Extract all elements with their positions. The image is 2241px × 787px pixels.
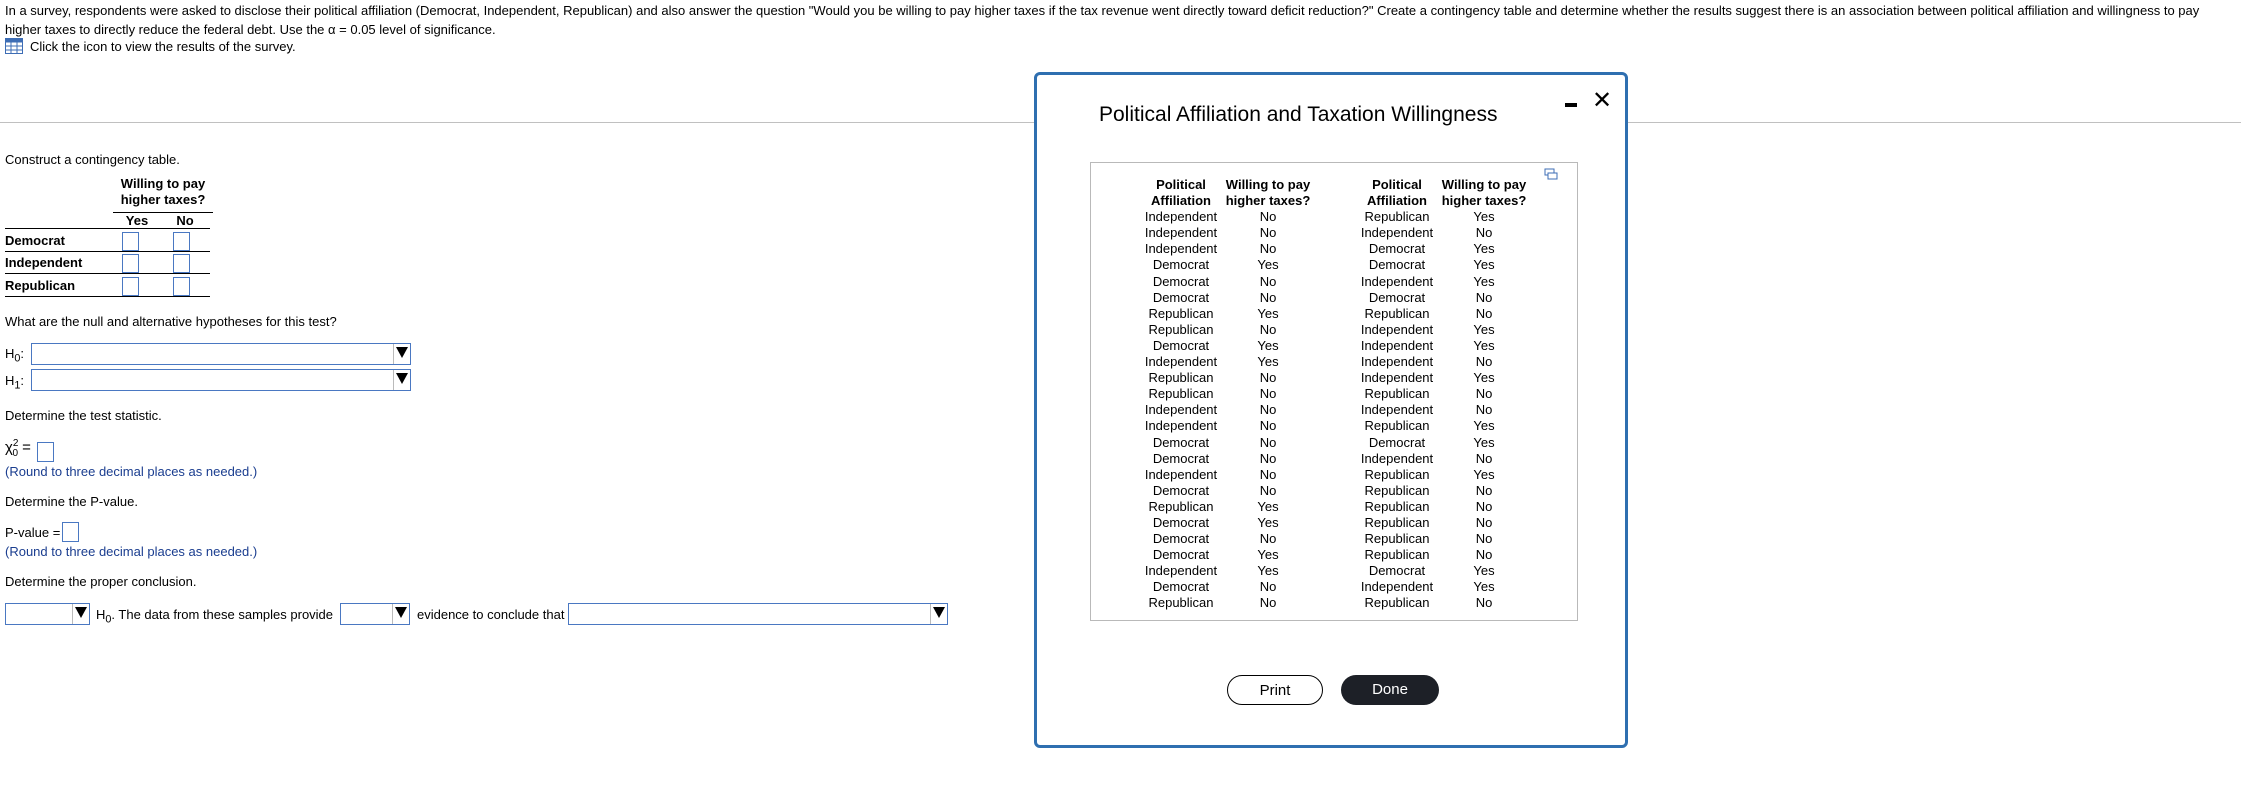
reject-dropdown[interactable] [5,603,90,625]
survey-cell-affiliation: Independent [1144,466,1218,482]
survey-cell-willing: Yes [1473,241,1495,257]
ct-input-republican-yes[interactable] [122,277,139,296]
survey-cell-willing: Yes [1257,498,1279,514]
ct-col-yes: Yes [125,213,149,228]
survey-cell-affiliation: Democrat [1368,241,1426,257]
survey-cell-willing: Yes [1257,514,1279,530]
survey-cell-willing: No [1259,225,1277,241]
chevron-down-icon[interactable] [75,607,87,618]
ct-header-line2: higher taxes? [120,192,206,207]
survey-results-modal [1034,72,1628,748]
survey-cell-willing: No [1259,386,1277,402]
survey-cell-willing: Yes [1473,563,1495,579]
survey-cell-willing: No [1259,579,1277,595]
evidence-dropdown[interactable] [340,603,410,625]
left-willing-values [1221,209,1315,611]
survey-cell-willing: Yes [1473,434,1495,450]
survey-cell-affiliation: Independent [1360,402,1434,418]
survey-cell-willing: No [1475,595,1493,611]
survey-cell-affiliation: Democrat [1152,289,1210,305]
survey-cell-willing: Yes [1473,321,1495,337]
survey-cell-affiliation: Democrat [1152,531,1210,547]
survey-cell-affiliation: Republican [1364,482,1430,498]
survey-cell-willing: No [1259,450,1277,466]
chevron-down-icon[interactable] [396,373,408,384]
survey-cell-affiliation: Republican [1364,547,1430,563]
col-header: Affiliation [1367,193,1427,209]
survey-cell-willing: No [1259,370,1277,386]
ct-col-no: No [176,213,194,228]
survey-cell-affiliation: Democrat [1152,482,1210,498]
survey-cell-willing: No [1259,241,1277,257]
survey-cell-affiliation: Independent [1144,354,1218,370]
survey-cell-willing: No [1475,514,1493,530]
ct-input-democrat-yes[interactable] [122,232,139,251]
survey-cell-willing: No [1475,289,1493,305]
chevron-down-icon[interactable] [396,347,408,358]
survey-cell-willing: Yes [1473,418,1495,434]
dropdown-arrow-box[interactable] [392,604,409,624]
survey-cell-willing: Yes [1257,337,1279,353]
chi-square-label: $\chi^2_0$ = [5,438,31,459]
p-value-input[interactable] [62,522,79,542]
modal-title: Political Affiliation and Taxation Willingness [1099,103,1498,126]
ct-row-democrat [5,228,210,252]
survey-cell-affiliation: Republican [1364,531,1430,547]
col-right-affiliation [1355,177,1439,612]
ct-row-label: Independent [5,255,83,270]
ct-input-independent-no[interactable] [173,254,190,273]
ct-input-republican-no[interactable] [173,277,190,296]
right-willing-values [1437,209,1531,611]
survey-cell-affiliation: Republican [1364,305,1430,321]
print-button[interactable]: Print [1227,675,1323,705]
survey-cell-affiliation: Independent [1360,370,1434,386]
survey-cell-willing: No [1259,273,1277,289]
survey-cell-willing: Yes [1257,305,1279,321]
survey-cell-affiliation: Independent [1144,563,1218,579]
survey-cell-affiliation: Independent [1360,354,1434,370]
survey-cell-willing: Yes [1473,466,1495,482]
survey-cell-affiliation: Republican [1364,595,1430,611]
survey-cell-willing: No [1259,466,1277,482]
survey-cell-affiliation: Democrat [1152,579,1210,595]
survey-cell-willing: No [1259,418,1277,434]
conclusion-dropdown[interactable] [568,603,948,625]
dropdown-arrow-box[interactable] [72,604,89,624]
col-header: Willing to pay [1225,177,1311,192]
view-survey-link[interactable] [5,38,296,54]
h0-dropdown[interactable] [31,343,411,365]
col-header: Political [1372,177,1422,192]
dropdown-arrow-box[interactable] [930,604,947,624]
survey-cell-affiliation: Democrat [1368,257,1426,273]
survey-cell-affiliation: Democrat [1152,434,1210,450]
survey-cell-willing: No [1259,402,1277,418]
ct-header-line1: Willing to pay [120,176,206,191]
survey-cell-affiliation: Democrat [1152,450,1210,466]
col-header: higher taxes? [1441,193,1527,209]
survey-cell-willing: No [1259,209,1277,225]
close-icon[interactable]: ✕ [1592,87,1613,114]
chi-square-input[interactable] [37,442,54,462]
h0-label: $H_0$: [5,346,25,365]
round-note: (Round to three decimal places as needed.) [5,544,258,559]
p-value-question: Determine the P-value. [5,494,138,509]
survey-data-panel [1090,162,1578,621]
survey-cell-affiliation: Independent [1360,337,1434,353]
hypotheses-question: What are the null and alternative hypotheses for this test? [5,314,337,329]
contingency-prompt: Construct a contingency table. [5,152,180,167]
survey-cell-willing: No [1259,531,1277,547]
dropdown-arrow-box[interactable] [393,344,410,364]
ct-input-democrat-no[interactable] [173,232,190,251]
col-header: Willing to pay [1441,177,1527,192]
survey-cell-willing: Yes [1473,257,1495,273]
survey-cell-affiliation: Independent [1144,402,1218,418]
chevron-down-icon[interactable] [933,607,945,618]
survey-cell-willing: Yes [1257,563,1279,579]
survey-cell-willing: No [1475,354,1493,370]
survey-cell-affiliation: Republican [1364,386,1430,402]
survey-cell-willing: No [1259,482,1277,498]
h1-dropdown[interactable] [31,369,411,391]
col-header: Affiliation [1151,193,1211,209]
view-survey-text[interactable]: Click the icon to view the results of the survey. [30,38,296,54]
minimize-icon[interactable] [1565,103,1577,107]
survey-cell-affiliation: Independent [1360,450,1434,466]
done-button[interactable]: Done [1341,675,1439,705]
survey-cell-willing: No [1259,595,1277,611]
table-grid-icon[interactable] [5,38,23,54]
problem-intro: In a survey, respondents were asked to disclose their political affiliation (Democrat, Independent, Republican) and also answer the question "Would you be willing to pay higher taxes if the tax revenue went directly toward deficit reduction?" Create a contingency table and determine whether the results suggest there is an association between political affiliation and willingness to pay higher taxes to directly reduce the federal debt. Use the α = 0.05 level of significance. [5,3,2200,37]
survey-cell-affiliation: Independent [1360,321,1434,337]
survey-cell-affiliation: Republican [1364,418,1430,434]
survey-cell-affiliation: Republican [1364,514,1430,530]
survey-cell-willing: No [1475,305,1493,321]
survey-cell-affiliation: Independent [1144,209,1218,225]
survey-cell-willing: No [1475,225,1493,241]
survey-cell-willing: Yes [1473,370,1495,386]
test-statistic-question: Determine the test statistic. [5,408,162,423]
survey-cell-affiliation: Democrat [1152,514,1210,530]
survey-cell-willing: No [1475,531,1493,547]
survey-cell-affiliation: Independent [1144,241,1218,257]
survey-cell-affiliation: Democrat [1368,289,1426,305]
survey-cell-affiliation: Republican [1148,595,1214,611]
round-note: (Round to three decimal places as needed.) [5,464,258,479]
survey-cell-affiliation: Republican [1364,498,1430,514]
survey-cell-willing: No [1259,289,1277,305]
survey-cell-affiliation: Democrat [1152,547,1210,563]
survey-cell-willing: Yes [1257,354,1279,370]
conclusion-question: Determine the proper conclusion. [5,574,197,589]
survey-cell-willing: No [1475,547,1493,563]
p-value-label: P-value = [5,525,61,540]
survey-cell-willing: No [1259,321,1277,337]
dropdown-arrow-box[interactable] [393,370,410,390]
ct-row-label: Republican [5,278,76,293]
survey-cell-willing: Yes [1257,257,1279,273]
survey-cell-affiliation: Independent [1144,418,1218,434]
survey-cell-affiliation: Republican [1148,370,1214,386]
col-left-affiliation [1141,177,1221,612]
survey-cell-willing: No [1475,402,1493,418]
survey-cell-affiliation: Republican [1148,305,1214,321]
ct-row-independent [5,251,210,274]
survey-cell-affiliation: Democrat [1152,273,1210,289]
survey-cell-willing: Yes [1473,337,1495,353]
survey-cell-willing: No [1259,434,1277,450]
survey-cell-affiliation: Republican [1148,386,1214,402]
survey-cell-affiliation: Democrat [1152,257,1210,273]
survey-cell-willing: Yes [1473,209,1495,225]
survey-cell-willing: No [1475,482,1493,498]
conclusion-text: evidence to conclude that [417,607,565,622]
survey-cell-affiliation: Democrat [1368,434,1426,450]
col-header: higher taxes? [1225,193,1311,209]
survey-cell-affiliation: Republican [1364,209,1430,225]
col-right-willing [1437,177,1531,612]
survey-cell-affiliation: Republican [1364,466,1430,482]
survey-cell-affiliation: Independent [1144,225,1218,241]
survey-cell-willing: No [1475,386,1493,402]
left-affiliation-values [1141,209,1221,611]
col-header: Political [1156,177,1206,192]
survey-cell-willing: No [1475,498,1493,514]
copy-icon[interactable] [1544,167,1558,181]
col-left-willing [1221,177,1315,612]
h1-label: $H_1$: [5,373,25,392]
survey-cell-affiliation: Republican [1148,321,1214,337]
survey-cell-affiliation: Republican [1148,498,1214,514]
chevron-down-icon[interactable] [395,607,407,618]
ct-row-label: Democrat [5,233,65,248]
survey-cell-willing: Yes [1257,547,1279,563]
survey-cell-affiliation: Independent [1360,225,1434,241]
survey-cell-affiliation: Democrat [1152,337,1210,353]
conclusion-h0-text: $H_0$. The data from these samples provide [96,607,334,626]
right-affiliation-values [1355,209,1439,611]
ct-row-republican [5,274,210,297]
ct-input-independent-yes[interactable] [122,254,139,273]
survey-cell-affiliation: Independent [1360,579,1434,595]
survey-cell-affiliation: Democrat [1368,563,1426,579]
survey-cell-willing: No [1475,450,1493,466]
ct-header [113,176,213,208]
survey-cell-affiliation: Independent [1360,273,1434,289]
survey-cell-willing: Yes [1473,579,1495,595]
survey-cell-willing: Yes [1473,273,1495,289]
